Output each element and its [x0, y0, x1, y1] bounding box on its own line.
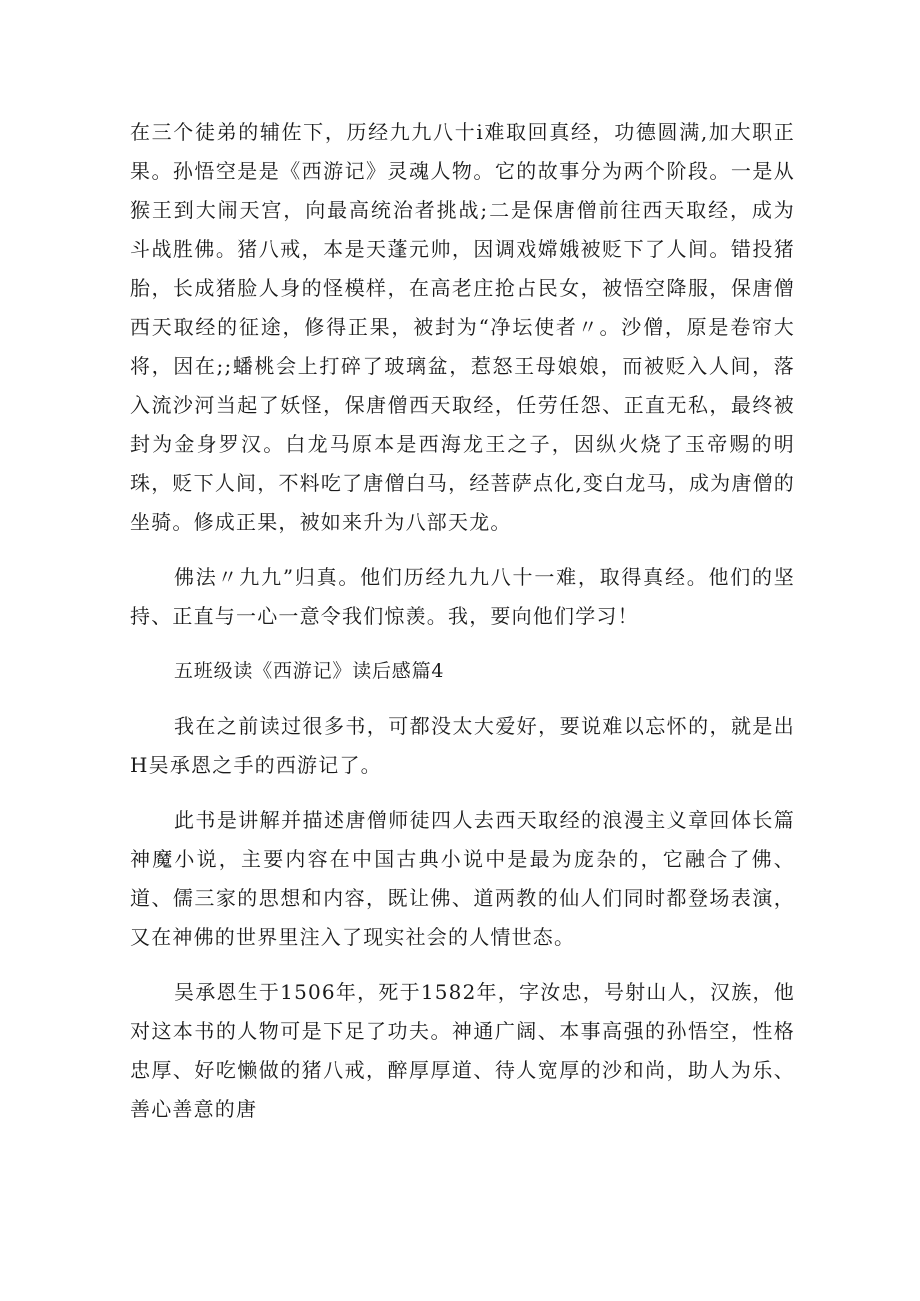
paragraph-continuation: 在三个徒弟的辅佐下，历经九九八十i难取回真经，功德圆满,加大职正果。孙悟空是是《西游记》灵魂人物。它的故事分为两个阶段。一是从猴王到大闹天宫，向最高统治者挑战;二是保唐僧前往西天取经，成为斗战胜佛。猪八戒，本是天蓬元帅，因调戏嫦娥被贬下了人间。错投猪胎，长成猪脸人身的怪模样，在高老庄抢占民女，被悟空降服，保唐僧西天取经的征途，修得正果，被封为“净坛使者〃。沙僧，原是卷帘大将，因在;;蟠桃会上打碎了玻璃盆，惹怒王母娘娘，而被贬入人间，落入流沙河当起了妖怪，保唐僧西天取经，任劳任怨、正直无私，最终被封为金身罗汉。白龙马原本是西海龙王之子，因纵火烧了玉帝赐的明珠，贬下人间，不料吃了唐僧白马，经菩萨点化,变白龙马，成为唐僧的坐骑。修成正果，被如来升为八部天龙。 — [130, 120, 795, 534]
section-heading: 五班级读《西游记》读后感篇4 — [174, 660, 445, 682]
paragraph-conclusion: 佛法〃九九”归真。他们历经九九八十一难，取得真经。他们的坚持、正直与一心一意令我们惊羡。我，要向他们学习！ — [130, 565, 795, 628]
document-body — [130, 113, 795, 1129]
paragraph-intro: 我在之前读过很多书，可都没太大爱好，要说难以忘怀的，就是出H吴承恩之手的西游记了。 — [130, 714, 795, 777]
paragraph-book-summary: 此书是讲解并描述唐僧师徒四人去西天取经的浪漫主义章回体长篇神魔小说，主要内容在中国古典小说中是最为庞杂的，它融合了佛、道、儒三家的思想和内容，既让佛、道两教的仙人们同时都登场表演，又在神佛的世界里注入了现实社会的人情世态。 — [130, 808, 795, 949]
paragraph-author: 吴承恩生于1506年，死于1582年，字汝忠，号射山人，汉族，他对这本书的人物可是下足了功夫。神通广阔、本事高强的孙悟空，性格忠厚、好吃懒做的猪八戒，醉厚厚道、待人宽厚的沙和尚，助人为乐、善心善意的唐 — [130, 980, 795, 1121]
